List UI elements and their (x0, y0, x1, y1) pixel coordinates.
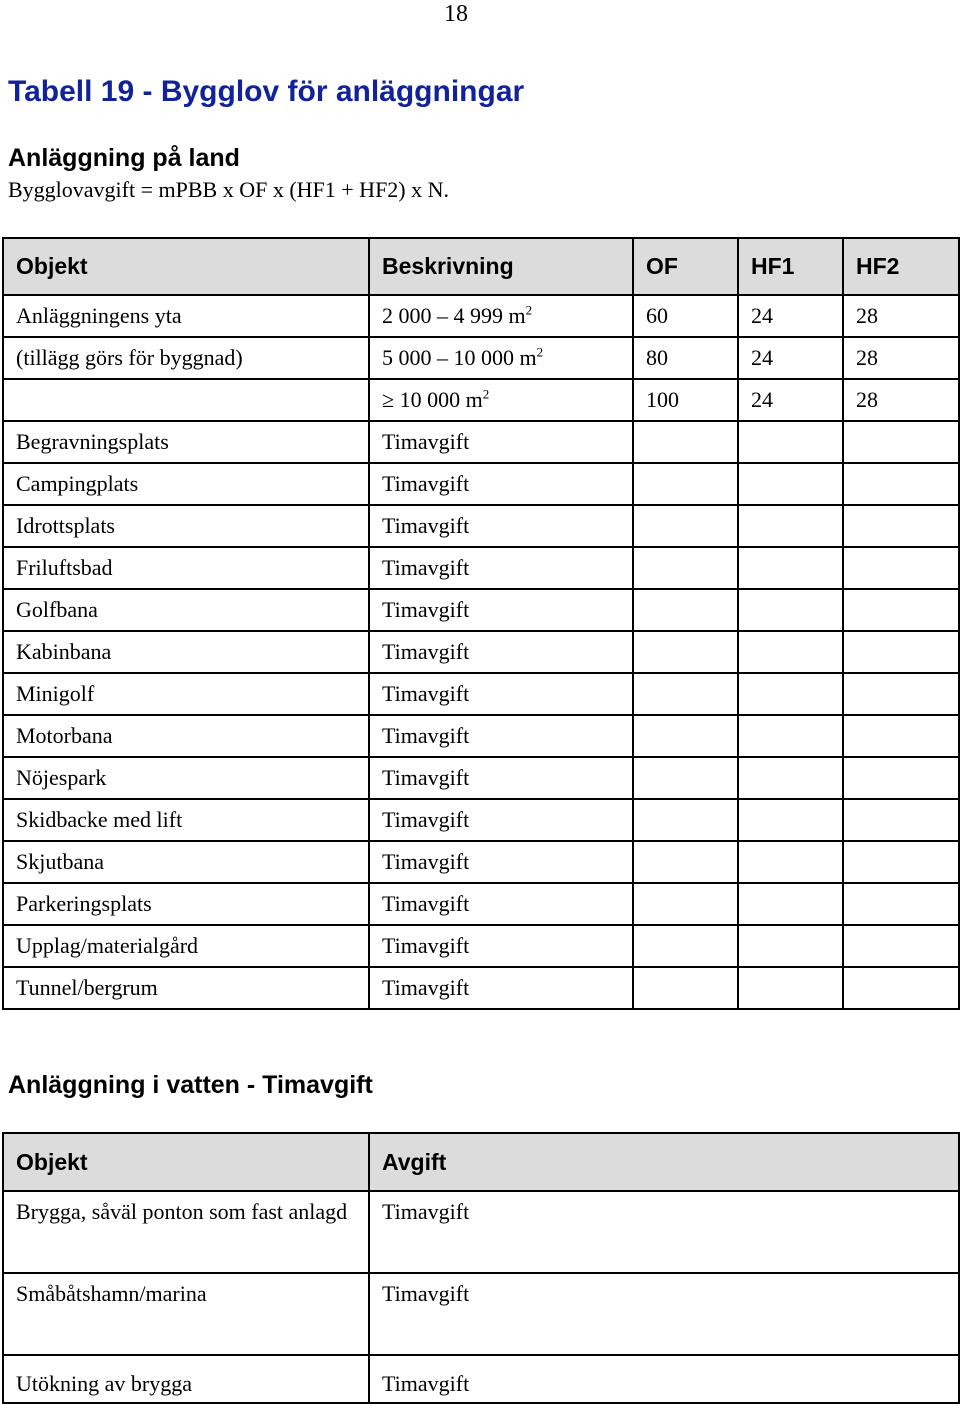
cell-beskrivning (369, 799, 633, 841)
cell-of (633, 967, 738, 1009)
superscript: 2 (536, 344, 544, 360)
cell-avgift: Timavgift (369, 1191, 959, 1273)
cell-beskrivning (369, 379, 633, 421)
page-title: Tabell 19 - Bygglov för anläggningar (8, 75, 525, 108)
cell-objekt: Begravningsplats (3, 421, 369, 463)
table-row (3, 379, 959, 421)
cell-text: Timavgift (382, 639, 470, 664)
cell-hf2 (843, 757, 959, 799)
cell-beskrivning (369, 715, 633, 757)
cell-avgift: Timavgift (369, 1355, 959, 1403)
table-row (3, 925, 959, 967)
cell-hf1 (738, 463, 843, 505)
cell-hf1 (738, 883, 843, 925)
cell-beskrivning (369, 421, 633, 463)
cell-text: Timavgift (382, 849, 470, 874)
cell-hf2 (843, 463, 959, 505)
cell-hf1 (738, 631, 843, 673)
cell-text: 5 000 – 10 000 m (382, 345, 537, 370)
cell-hf2 (843, 505, 959, 547)
cell-text: ≥ 10 000 m (382, 387, 483, 412)
cell-objekt: Brygga, såväl ponton som fast anlagd (3, 1191, 369, 1273)
table-row (3, 463, 959, 505)
table-row (3, 589, 959, 631)
cell-hf1 (738, 757, 843, 799)
cell-text: Timavgift (382, 597, 470, 622)
water-facilities-table (2, 1132, 960, 1404)
fee-formula: Bygglovavgift = mPBB x OF x (HF1 + HF2) x N. (8, 177, 450, 202)
cell-hf2 (843, 967, 959, 1009)
cell-objekt (3, 379, 369, 421)
cell-objekt: Campingplats (3, 463, 369, 505)
cell-text: Timavgift (382, 807, 470, 832)
cell-hf1: 24 (738, 337, 843, 379)
cell-objekt: Nöjespark (3, 757, 369, 799)
cell-beskrivning (369, 757, 633, 799)
table-row (3, 883, 959, 925)
cell-of: 100 (633, 379, 738, 421)
cell-hf1 (738, 841, 843, 883)
cell-of (633, 925, 738, 967)
cell-hf2 (843, 841, 959, 883)
cell-hf1: 24 (738, 379, 843, 421)
cell-hf2 (843, 715, 959, 757)
cell-beskrivning (369, 589, 633, 631)
cell-objekt: Golfbana (3, 589, 369, 631)
cell-hf1 (738, 799, 843, 841)
cell-objekt: Minigolf (3, 673, 369, 715)
cell-of (633, 505, 738, 547)
table-row (3, 841, 959, 883)
cell-of (633, 421, 738, 463)
column-header: Avgift (369, 1133, 959, 1191)
column-header: Objekt (3, 1133, 369, 1191)
cell-objekt: Parkeringsplats (3, 883, 369, 925)
cell-beskrivning (369, 295, 633, 337)
cell-beskrivning (369, 967, 633, 1009)
table-row (3, 547, 959, 589)
cell-of: 60 (633, 295, 738, 337)
cell-of (633, 799, 738, 841)
superscript: 2 (482, 386, 490, 402)
table-header-row (3, 1133, 959, 1191)
land-facilities-table (2, 237, 960, 1010)
cell-objekt: Tunnel/bergrum (3, 967, 369, 1009)
cell-of (633, 673, 738, 715)
cell-hf2 (843, 799, 959, 841)
table-row (3, 295, 959, 337)
cell-hf1 (738, 715, 843, 757)
table-row (3, 757, 959, 799)
cell-hf2: 28 (843, 295, 959, 337)
cell-of: 80 (633, 337, 738, 379)
table-row (3, 1355, 959, 1403)
cell-hf1 (738, 505, 843, 547)
cell-hf2 (843, 673, 959, 715)
column-header: Beskrivning (369, 238, 633, 295)
cell-beskrivning (369, 505, 633, 547)
cell-of (633, 841, 738, 883)
cell-of (633, 463, 738, 505)
cell-beskrivning (369, 631, 633, 673)
cell-beskrivning (369, 337, 633, 379)
cell-objekt: (tillägg görs för byggnad) (3, 337, 369, 379)
cell-text: Timavgift (382, 975, 470, 1000)
cell-objekt: Småbåtshamn/marina (3, 1273, 369, 1355)
cell-of (633, 547, 738, 589)
cell-of (633, 715, 738, 757)
table-header-row (3, 238, 959, 295)
column-header: Objekt (3, 238, 369, 295)
cell-text: Timavgift (382, 681, 470, 706)
cell-of (633, 883, 738, 925)
cell-of (633, 757, 738, 799)
column-header: HF2 (843, 238, 959, 295)
cell-hf1 (738, 967, 843, 1009)
cell-text: Timavgift (382, 891, 470, 916)
column-header: HF1 (738, 238, 843, 295)
cell-beskrivning (369, 841, 633, 883)
cell-hf2 (843, 421, 959, 463)
cell-objekt: Anläggningens yta (3, 295, 369, 337)
cell-beskrivning (369, 547, 633, 589)
cell-hf1 (738, 925, 843, 967)
table-row (3, 421, 959, 463)
cell-text: Timavgift (382, 723, 470, 748)
cell-objekt: Motorbana (3, 715, 369, 757)
cell-objekt: Skjutbana (3, 841, 369, 883)
cell-text: Timavgift (382, 429, 470, 454)
cell-hf2 (843, 589, 959, 631)
cell-text: 2 000 – 4 999 m (382, 303, 526, 328)
page-number: 18 (444, 1, 468, 27)
cell-of (633, 631, 738, 673)
cell-avgift: Timavgift (369, 1273, 959, 1355)
table-row (3, 505, 959, 547)
table-row (3, 1191, 959, 1273)
cell-of (633, 589, 738, 631)
cell-hf2: 28 (843, 379, 959, 421)
table-row (3, 715, 959, 757)
cell-beskrivning (369, 883, 633, 925)
cell-text: Timavgift (382, 555, 470, 580)
cell-text: Timavgift (382, 933, 470, 958)
cell-hf1: 24 (738, 295, 843, 337)
column-header: OF (633, 238, 738, 295)
cell-text: Timavgift (382, 513, 470, 538)
cell-objekt: Utökning av brygga (3, 1355, 369, 1403)
cell-hf2: 28 (843, 337, 959, 379)
cell-hf1 (738, 421, 843, 463)
cell-beskrivning (369, 925, 633, 967)
cell-text: Timavgift (382, 471, 470, 496)
cell-hf1 (738, 673, 843, 715)
cell-hf2 (843, 925, 959, 967)
table-row (3, 337, 959, 379)
cell-objekt: Kabinbana (3, 631, 369, 673)
cell-hf1 (738, 589, 843, 631)
cell-hf2 (843, 631, 959, 673)
cell-hf2 (843, 547, 959, 589)
table-row (3, 799, 959, 841)
section-heading-water: Anläggning i vatten - Timavgift (8, 1071, 373, 1099)
cell-objekt: Skidbacke med lift (3, 799, 369, 841)
table-row (3, 631, 959, 673)
table-row (3, 673, 959, 715)
cell-hf1 (738, 547, 843, 589)
cell-hf2 (843, 883, 959, 925)
cell-beskrivning (369, 673, 633, 715)
table-row (3, 967, 959, 1009)
superscript: 2 (525, 302, 533, 318)
cell-beskrivning (369, 463, 633, 505)
cell-objekt: Upplag/materialgård (3, 925, 369, 967)
table-row (3, 1273, 959, 1355)
cell-objekt: Idrottsplats (3, 505, 369, 547)
section-heading-land: Anläggning på land (8, 144, 240, 172)
cell-text: Timavgift (382, 765, 470, 790)
cell-objekt: Friluftsbad (3, 547, 369, 589)
